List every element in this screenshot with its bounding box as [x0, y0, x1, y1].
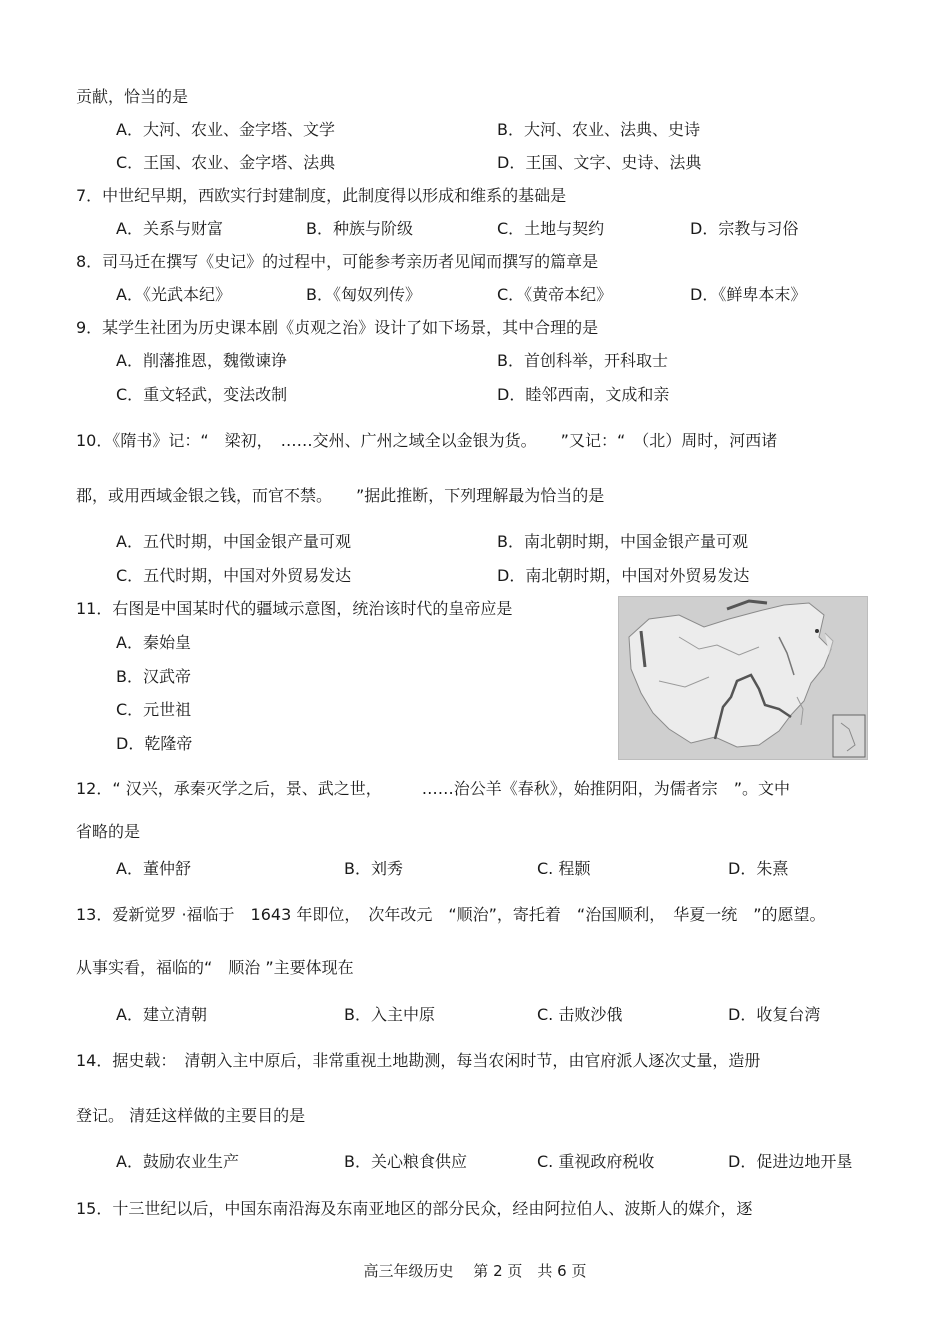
q8-option-c: C．《黄帝本纪》	[497, 285, 613, 304]
q9-option-c: C．重文轻武，变法改制	[116, 385, 288, 404]
q8-option-b: B．《匈奴列传》	[306, 285, 421, 304]
q12-option-a: A．董仲舒	[116, 859, 191, 878]
q7-stem: 7．中世纪早期，西欧实行封建制度，此制度得以形成和维系的基础是	[76, 186, 567, 205]
q14-option-d: D．促进边地开垦	[728, 1152, 853, 1171]
q14-option-c: C. 重视政府税收	[537, 1152, 655, 1171]
q12-option-b: B．刘秀	[344, 859, 403, 878]
q9-option-d: D．睦邻西南，文成和亲	[497, 385, 670, 404]
q6-option-b: B．大河、农业、法典、史诗	[497, 120, 700, 139]
q10-option-a: A．五代时期，中国金银产量可观	[116, 532, 351, 551]
q8-stem: 8．司马迁在撰写《史记》的过程中，可能参考亲历者见闻而撰写的篇章是	[76, 252, 599, 271]
q12-stem-line2: 省略的是	[76, 822, 141, 841]
q7-option-c: C．土地与契约	[497, 219, 605, 238]
q10-option-c: C．五代时期，中国对外贸易发达	[116, 566, 352, 585]
q11-stem: 11．右图是中国某时代的疆域示意图，统治该时代的皇帝应是	[76, 599, 513, 618]
q14-option-b: B．关心粮食供应	[344, 1152, 467, 1171]
q7-option-a: A．关系与财富	[116, 219, 223, 238]
q13-stem-line2: 从事实看，福临的“ 顺治 ”主要体现在	[76, 958, 354, 977]
q8-option-a: A．《光武本纪》	[116, 285, 231, 304]
q7-option-d: D．宗教与习俗	[690, 219, 799, 238]
q11-option-d: D．乾隆帝	[116, 734, 193, 753]
page-footer: 高三年级历史 第 2 页 共 6 页	[363, 1262, 587, 1280]
q14-stem-line2: 登记。 清廷这样做的主要目的是	[76, 1106, 306, 1125]
q9-option-b: B．首创科举，开科取士	[497, 351, 668, 370]
territory-map-svg	[619, 597, 867, 759]
q11-option-a: A．秦始皇	[116, 633, 191, 652]
q10-stem-line1: 10．《隋书》记：“ 梁初， ……交州、广州之域全以金银为货。 ”又记：“ （北）周时，河西诸	[76, 431, 778, 450]
q13-option-d: D．收复台湾	[728, 1005, 821, 1024]
q12-option-c: C. 程颢	[537, 859, 591, 878]
q8-option-d: D．《鲜卑本末》	[690, 285, 807, 304]
q14-option-a: A．鼓励农业生产	[116, 1152, 239, 1171]
q13-stem-line1: 13．爱新觉罗 ·福临于 1643 年即位， 次年改元 “顺治”，寄托着 “治国顺利， 华夏一统 ”的愿望。	[76, 905, 826, 924]
q11-option-b: B．汉武帝	[116, 667, 191, 686]
q13-option-b: B．入主中原	[344, 1005, 435, 1024]
q6-stem-tail: 贡献，恰当的是	[76, 87, 189, 106]
q15-stem-line1: 15．十三世纪以后，中国东南沿海及东南亚地区的部分民众，经由阿拉伯人、波斯人的媒介，逐	[76, 1199, 753, 1218]
q9-stem: 9．某学生社团为历史课本剧《贞观之治》设计了如下场景，其中合理的是	[76, 318, 599, 337]
q9-option-a: A．削藩推恩，魏徵谏诤	[116, 351, 287, 370]
q6-option-d: D．王国、文字、史诗、法典	[497, 153, 702, 172]
q10-option-d: D．南北朝时期，中国对外贸易发达	[497, 566, 750, 585]
q6-option-c: C．王国、农业、金字塔、法典	[116, 153, 336, 172]
q6-option-a: A．大河、农业、金字塔、文学	[116, 120, 335, 139]
q12-stem-line1: 12．“ 汉兴，承秦灭学之后，景、武之世， ……治公羊《春秋》，始推阴阳，为儒者宗 ”。文中	[76, 779, 791, 798]
q11-option-c: C．元世祖	[116, 700, 192, 719]
q13-option-c: C. 击败沙俄	[537, 1005, 623, 1024]
q12-option-d: D．朱熹	[728, 859, 789, 878]
map-image	[618, 596, 868, 760]
q14-stem-line1: 14．据史载： 清朝入主中原后，非常重视土地勘测，每当农闲时节，由官府派人逐次丈量，造册	[76, 1051, 761, 1070]
q10-option-b: B．南北朝时期，中国金银产量可观	[497, 532, 748, 551]
q13-option-a: A．建立清朝	[116, 1005, 207, 1024]
q7-option-b: B．种族与阶级	[306, 219, 413, 238]
q10-stem-line2: 郡，或用西域金银之钱，而官不禁。 ”据此推断，下列理解最为恰当的是	[76, 486, 605, 505]
